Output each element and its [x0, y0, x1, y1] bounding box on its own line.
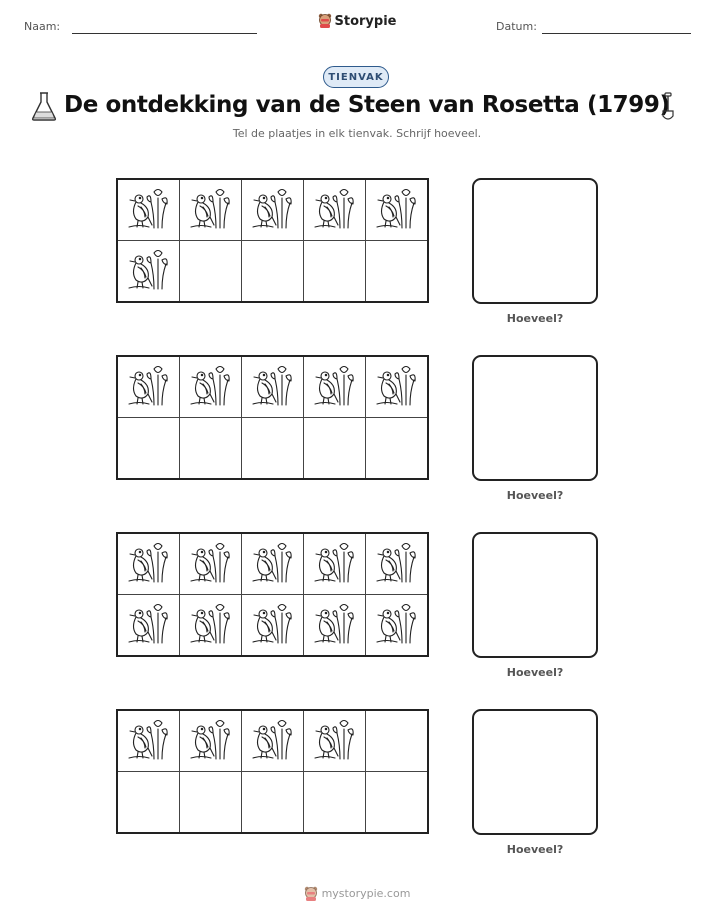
ten-frame-cell — [304, 418, 366, 480]
ten-frame-cell — [180, 710, 242, 772]
ten-frame-cell — [304, 241, 366, 303]
ten-frame-cell — [180, 595, 242, 657]
footer — [0, 886, 714, 904]
bird-papyrus-icon — [127, 746, 171, 765]
footer-url: mystorypie.com — [321, 887, 411, 900]
ten-frame-cell — [366, 241, 429, 303]
storypie-footer-logo-icon — [304, 886, 318, 904]
ten-frame-cell — [242, 710, 304, 772]
bird-papyrus-icon — [127, 276, 171, 295]
page-title: De ontdekking van de Steen van Rosetta (1799) — [64, 92, 670, 118]
bird-papyrus-icon — [189, 392, 233, 411]
ten-frame-cell — [242, 356, 304, 418]
ten-frame-cell — [117, 418, 180, 480]
ten-frame-cell — [366, 533, 429, 595]
answer-box-3[interactable] — [472, 532, 598, 658]
ten-frame-cell — [180, 179, 242, 241]
ten-frame-1 — [116, 178, 429, 303]
ten-frame-cell — [180, 241, 242, 303]
ten-frame-cell — [242, 179, 304, 241]
ten-frame-cell — [117, 179, 180, 241]
answer-box-2[interactable] — [472, 355, 598, 481]
instructions: Tel de plaatjes in elk tienvak. Schrijf hoeveel. — [232, 127, 482, 140]
answer-label-3: Hoeveel? — [506, 666, 564, 679]
bird-papyrus-icon — [313, 392, 357, 411]
bird-papyrus-icon — [375, 569, 419, 588]
bird-papyrus-icon — [189, 569, 233, 588]
ten-frame-cell — [180, 533, 242, 595]
ten-frame-cell — [117, 595, 180, 657]
ten-frame-4 — [116, 709, 429, 834]
ten-frame-cell — [242, 418, 304, 480]
shovel-icon — [659, 92, 677, 126]
date-line[interactable] — [542, 33, 691, 34]
answer-box-1[interactable] — [472, 178, 598, 304]
brand — [0, 13, 714, 32]
flask-icon — [30, 90, 58, 126]
bird-papyrus-icon — [251, 569, 295, 588]
ten-frame-cell — [117, 241, 180, 303]
ten-frame-cell — [366, 595, 429, 657]
ten-frame-cell — [117, 710, 180, 772]
ten-frame-cell — [242, 241, 304, 303]
bird-papyrus-icon — [189, 746, 233, 765]
ten-frame-cell — [304, 710, 366, 772]
ten-frame-cell — [366, 418, 429, 480]
ten-frame-cell — [366, 179, 429, 241]
ten-frame-cell — [304, 772, 366, 834]
bird-papyrus-icon — [251, 392, 295, 411]
bird-papyrus-icon — [189, 630, 233, 649]
name-line[interactable] — [72, 33, 257, 34]
ten-frame-cell — [366, 356, 429, 418]
bird-papyrus-icon — [127, 569, 171, 588]
bird-papyrus-icon — [127, 215, 171, 234]
bird-papyrus-icon — [313, 569, 357, 588]
bird-papyrus-icon — [313, 630, 357, 649]
bird-papyrus-icon — [375, 215, 419, 234]
bird-papyrus-icon — [375, 630, 419, 649]
name-label: Naam: — [24, 20, 61, 33]
ten-frame-cell — [117, 356, 180, 418]
ten-frame-cell — [180, 418, 242, 480]
ten-frame-cell — [242, 533, 304, 595]
bird-papyrus-icon — [127, 392, 171, 411]
ten-frame-cell — [304, 179, 366, 241]
bird-papyrus-icon — [189, 215, 233, 234]
bird-papyrus-icon — [251, 630, 295, 649]
ten-frame-cell — [180, 356, 242, 418]
answer-label-2: Hoeveel? — [506, 489, 564, 502]
worksheet-type-badge: TIENVAK — [323, 66, 389, 88]
ten-frame-cell — [304, 533, 366, 595]
storypie-logo-icon — [318, 13, 332, 32]
bird-papyrus-icon — [251, 215, 295, 234]
ten-frame-3 — [116, 532, 429, 657]
ten-frame-cell — [366, 772, 429, 834]
ten-frame-cell — [366, 710, 429, 772]
brand-name: Storypie — [334, 14, 397, 29]
bird-papyrus-icon — [251, 746, 295, 765]
bird-papyrus-icon — [313, 746, 357, 765]
bird-papyrus-icon — [375, 392, 419, 411]
ten-frame-cell — [242, 772, 304, 834]
answer-label-1: Hoeveel? — [506, 312, 564, 325]
bird-papyrus-icon — [127, 630, 171, 649]
ten-frame-cell — [117, 772, 180, 834]
answer-label-4: Hoeveel? — [506, 843, 564, 856]
ten-frame-cell — [117, 533, 180, 595]
answer-box-4[interactable] — [472, 709, 598, 835]
ten-frame-cell — [304, 356, 366, 418]
ten-frame-cell — [304, 595, 366, 657]
bird-papyrus-icon — [313, 215, 357, 234]
ten-frame-2 — [116, 355, 429, 480]
ten-frame-cell — [242, 595, 304, 657]
date-label: Datum: — [496, 20, 537, 33]
ten-frame-cell — [180, 772, 242, 834]
